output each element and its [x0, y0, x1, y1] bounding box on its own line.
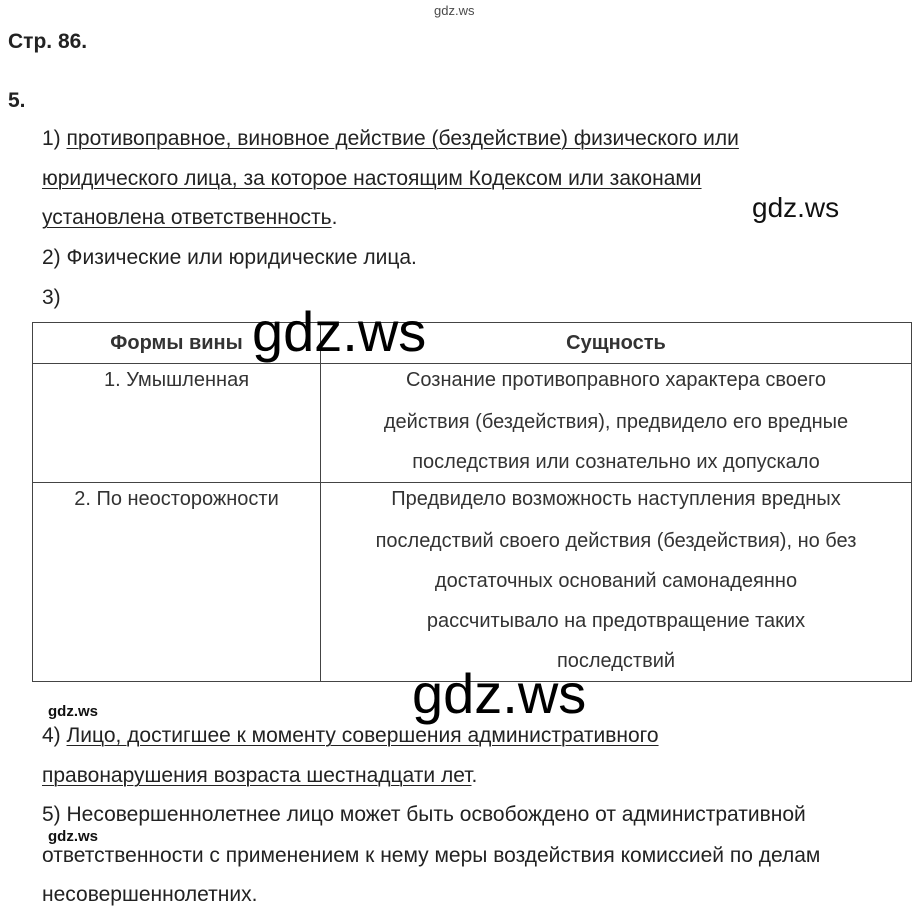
- row-2-form: 2. По неосторожности: [33, 483, 321, 682]
- item-1-number: 1): [42, 127, 67, 150]
- item-1-line-1: [42, 126, 739, 152]
- item-4-number: 4): [42, 724, 67, 747]
- row-2-essence-line: последствий своего действия (бездействия), но без: [375, 530, 857, 552]
- row-2-essence-line: рассчитывало на предотвращение таких: [426, 610, 806, 632]
- row-2-essence-line: Предвидело возможность наступления вредных: [391, 488, 841, 510]
- table-row: [33, 483, 912, 682]
- item-4-line-1: [42, 723, 659, 749]
- watermark-large-1: gdz.ws: [252, 300, 427, 363]
- header-essence: Сущность: [321, 323, 912, 364]
- item-4-text-2: правонарушения возраста шестнадцати лет: [42, 764, 472, 787]
- item-5-line-3: несовершеннолетних.: [42, 883, 258, 906]
- item-1-text-3: установлена ответственность: [42, 206, 332, 229]
- watermark-mid: gdz.ws: [752, 192, 840, 223]
- item-3: 3): [42, 286, 61, 309]
- watermark-top: gdz.ws: [434, 3, 475, 18]
- watermark-small-1: gdz.ws: [48, 703, 99, 720]
- item-4-line-2: [42, 763, 477, 789]
- item-4-text-1: Лицо, достигшее к моменту совершения административного: [66, 724, 659, 747]
- row-2-essence-line: последствий: [556, 650, 676, 672]
- row-1-essence-line: Сознание противоправного характера своего: [405, 369, 827, 391]
- item-1-line-3: [42, 205, 337, 231]
- item-4-period: .: [471, 764, 478, 787]
- task-number: 5.: [8, 89, 26, 112]
- item-1-line-2: юридического лица, за которое настоящим Кодексом или законами: [42, 167, 702, 190]
- item-5-line-2: ответственности с применением к нему меры воздействия комиссией по делам: [42, 844, 821, 867]
- row-1-essence: [321, 364, 912, 483]
- item-2: 2) Физические или юридические лица.: [42, 246, 417, 269]
- watermark-large-2: gdz.ws: [412, 662, 587, 725]
- fault-forms-table: [32, 322, 912, 682]
- item-1-period: .: [331, 206, 338, 229]
- page-reference: Стр. 86.: [8, 30, 88, 53]
- row-2-essence-line: достаточных оснований самонадеянно: [434, 570, 798, 592]
- table-header-row: [33, 323, 912, 364]
- header-forms: Формы вины: [33, 323, 321, 364]
- row-1-form: 1. Умышленная: [33, 364, 321, 483]
- table-row: [33, 364, 912, 483]
- watermark-small-2: gdz.ws: [48, 828, 99, 845]
- row-1-essence-line: последствия или сознательно их допускало: [412, 451, 820, 473]
- row-2-essence: [321, 483, 912, 682]
- item-5-line-1: 5) Несовершеннолетнее лицо может быть освобождено от административной: [42, 803, 806, 826]
- item-1-text-1: противоправное, виновное действие (бездействие) физического или: [66, 127, 739, 150]
- row-1-essence-line: действия (бездействия), предвидело его вредные: [383, 411, 849, 433]
